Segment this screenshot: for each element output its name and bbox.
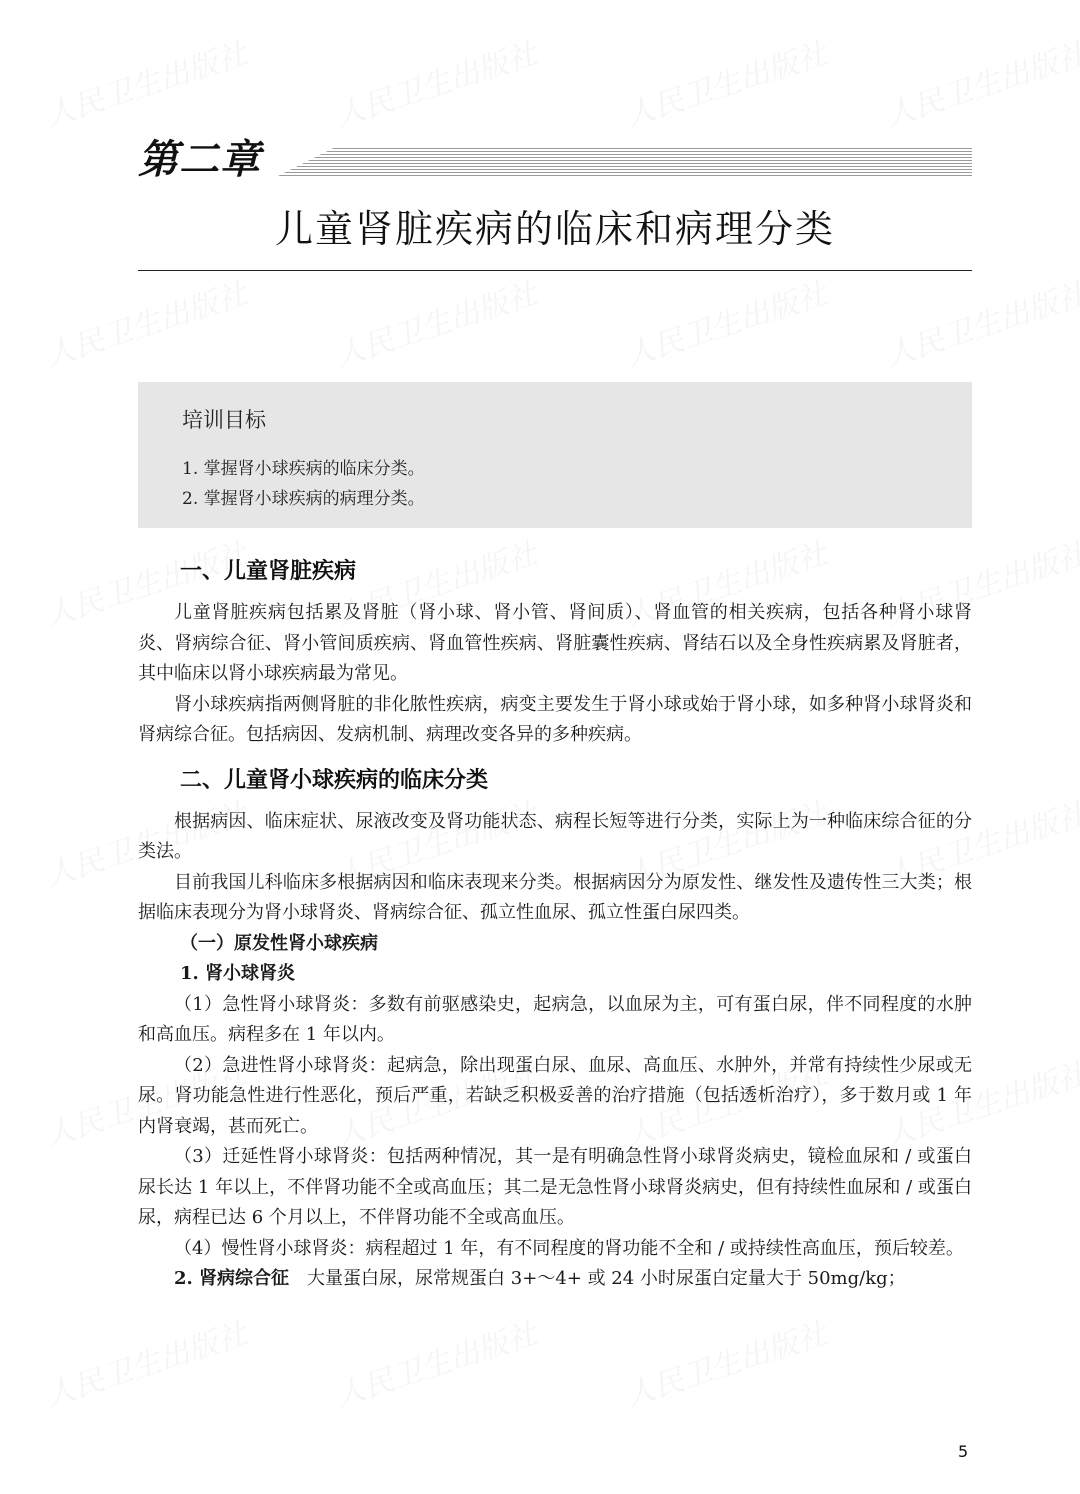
watermark xyxy=(878,29,1080,136)
watermark xyxy=(38,269,251,376)
subsection-heading: （一）原发性肾小球疾病 xyxy=(180,932,378,954)
training-goal-item: 1. 掌握肾小球疾病的临床分类。 xyxy=(182,459,425,479)
training-goal-item: 2. 掌握肾小球疾病的病理分类。 xyxy=(182,489,425,509)
paragraph: 目前我国儿科临床多根据病因和临床表现来分类。根据病因分为原发性、继发性及遗传性三大类；根据临床表现分为肾小球肾炎、肾病综合征、孤立性血尿、孤立性蛋白尿四类。 xyxy=(138,871,972,923)
watermark xyxy=(328,29,541,136)
section-heading: 一、儿童肾脏疾病 xyxy=(180,559,357,584)
list-paragraph: （4）慢性肾小球肾炎：病程超过 1 年，有不同程度的肾功能不全和 / 或持续性高血压，预后较差。 xyxy=(174,1237,964,1259)
watermark xyxy=(618,1309,831,1416)
watermark xyxy=(878,269,1080,376)
watermark xyxy=(618,269,831,376)
training-goals-title: 培训目标 xyxy=(182,408,266,432)
section-heading: 二、儿童肾小球疾病的临床分类 xyxy=(180,767,489,793)
paragraph: 儿童肾脏疾病包括累及肾脏（肾小球、肾小管、肾间质）、肾血管的相关疾病，包括各种肾小球肾炎、肾病综合征、肾小管间质疾病、肾血管性疾病、肾脏囊性疾病、肾结石以及全身性疾病累及肾脏者，其中临床以肾小球疾病最为常见。 xyxy=(138,602,972,684)
title-divider xyxy=(138,270,972,271)
inline-heading: 2. 肾病综合征 xyxy=(174,1268,290,1289)
list-paragraph: （1）急性肾小球肾炎：多数有前驱感染史，起病急，以血尿为主，可有蛋白尿，伴不同程度的水肿和高血压。病程多在 1 年以内。 xyxy=(138,993,972,1045)
training-goals-box xyxy=(138,382,972,528)
watermark xyxy=(328,1309,541,1416)
paragraph: 根据病因、临床症状、尿液改变及肾功能状态、病程长短等进行分类，实际上为一种临床综合征的分类法。 xyxy=(138,810,972,862)
watermark xyxy=(38,29,251,136)
chapter-header xyxy=(138,128,972,188)
chapter-decorative-stripes xyxy=(278,148,972,176)
chapter-label: 第二章 xyxy=(138,137,261,183)
watermark xyxy=(38,1309,251,1416)
chapter-title: 儿童肾脏疾病的临床和病理分类 xyxy=(274,207,835,251)
subsection-heading: 1. 肾小球肾炎 xyxy=(180,963,296,984)
inline-text: 大量蛋白尿，尿常规蛋白 3+～4+ 或 24 小时尿蛋白定量大于 50mg/kg； xyxy=(289,1268,906,1289)
watermark xyxy=(618,29,831,136)
page-number: 5 xyxy=(958,1442,969,1461)
watermark xyxy=(328,269,541,376)
paragraph xyxy=(138,1264,972,1295)
paragraph: 肾小球疾病指两侧肾脏的非化脓性疾病，病变主要发生于肾小球或始于肾小球，如多种肾小球肾炎和肾病综合征。包括病因、发病机制、病理改变各异的多种疾病。 xyxy=(138,693,972,745)
list-paragraph: （3）迁延性肾小球肾炎：包括两种情况，其一是有明确急性肾小球肾炎病史，镜检血尿和 / 或蛋白尿长达 1 年以上，不伴肾功能不全或高血压；其二是无急性肾小球肾炎病史，但有持续性血尿和 / 或蛋白尿，病程已达 6 个月以上，不伴肾功能不全或高血压。 xyxy=(138,1146,972,1228)
list-paragraph: （2）急进性肾小球肾炎：起病急，除出现蛋白尿、血尿、高血压、水肿外，并常有持续性少尿或无尿。肾功能急性进行性恶化，预后严重，若缺乏积极妥善的治疗措施（包括透析治疗），多于数月或 1 年内肾衰竭，甚而死亡。 xyxy=(138,1054,972,1137)
main-content xyxy=(138,552,972,1295)
